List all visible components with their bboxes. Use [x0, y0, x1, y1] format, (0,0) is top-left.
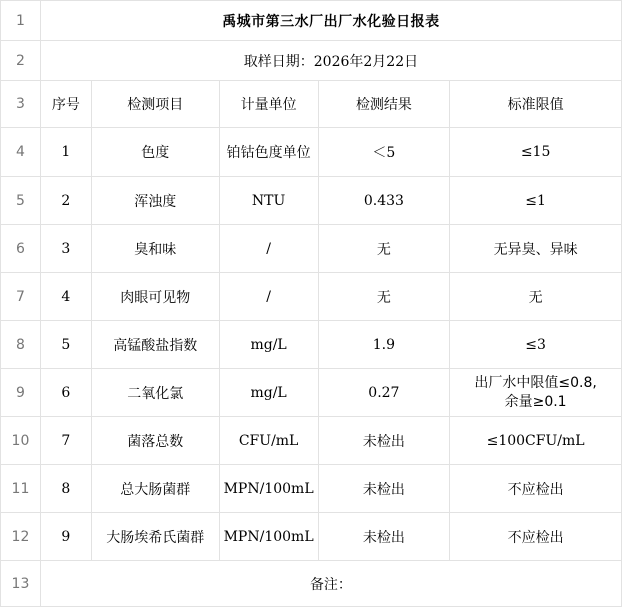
cell-result[interactable]: 无	[318, 225, 450, 273]
header-limit[interactable]: 标准限值	[450, 81, 622, 128]
limit-line-1: 出厂水中限值≤0.8,	[474, 374, 597, 391]
header-result[interactable]: 检测结果	[318, 81, 450, 128]
row-number[interactable]: 4	[1, 128, 41, 177]
header-item[interactable]: 检测项目	[91, 81, 219, 128]
cell-no[interactable]: 9	[40, 513, 91, 561]
cell-limit[interactable]: ≤15	[450, 128, 622, 177]
cell-limit[interactable]: 无	[450, 273, 622, 321]
cell-limit[interactable]: 无异臭、异味	[450, 225, 622, 273]
cell-unit[interactable]: /	[219, 273, 318, 321]
cell-no[interactable]: 5	[40, 321, 91, 369]
row-number[interactable]: 11	[1, 465, 41, 513]
cell-no[interactable]: 7	[40, 417, 91, 465]
cell-result[interactable]: 无	[318, 273, 450, 321]
cell-item[interactable]: 大肠埃希氏菌群	[91, 513, 219, 561]
cell-result[interactable]: 未检出	[318, 513, 450, 561]
cell-unit[interactable]: NTU	[219, 177, 318, 225]
cell-limit[interactable]: 不应检出	[450, 513, 622, 561]
header-unit[interactable]: 计量单位	[219, 81, 318, 128]
cell-unit[interactable]: MPN/100mL	[219, 513, 318, 561]
cell-item[interactable]: 浑浊度	[91, 177, 219, 225]
sample-date[interactable]: 取样日期：2026年2月22日	[40, 41, 621, 81]
report-title[interactable]: 禹城市第三水厂出厂水化验日报表	[40, 1, 621, 41]
cell-no[interactable]: 6	[40, 369, 91, 417]
cell-unit[interactable]: 铂钴色度单位	[219, 128, 318, 177]
row-number[interactable]: 8	[1, 321, 41, 369]
cell-no[interactable]: 2	[40, 177, 91, 225]
cell-limit[interactable]: ≤3	[450, 321, 622, 369]
row-number[interactable]: 2	[1, 41, 41, 81]
cell-unit[interactable]: /	[219, 225, 318, 273]
cell-item[interactable]: 臭和味	[91, 225, 219, 273]
header-no[interactable]: 序号	[40, 81, 91, 128]
cell-limit[interactable]	[450, 369, 622, 417]
cell-no[interactable]: 1	[40, 128, 91, 177]
cell-result[interactable]: 1.9	[318, 321, 450, 369]
cell-result[interactable]: ＜5	[318, 128, 450, 177]
row-number[interactable]: 1	[1, 1, 41, 41]
cell-result[interactable]: 0.27	[318, 369, 450, 417]
cell-no[interactable]: 8	[40, 465, 91, 513]
row-number[interactable]: 7	[1, 273, 41, 321]
row-number[interactable]: 6	[1, 225, 41, 273]
cell-item[interactable]: 色度	[91, 128, 219, 177]
cell-unit[interactable]: MPN/100mL	[219, 465, 318, 513]
row-number[interactable]: 13	[1, 561, 41, 607]
cell-unit[interactable]: CFU/mL	[219, 417, 318, 465]
cell-result[interactable]: 0.433	[318, 177, 450, 225]
cell-limit[interactable]: 不应检出	[450, 465, 622, 513]
row-number[interactable]: 10	[1, 417, 41, 465]
remark-cell[interactable]: 备注：	[40, 561, 621, 607]
cell-limit[interactable]: ≤100CFU/mL	[450, 417, 622, 465]
cell-unit[interactable]: mg/L	[219, 369, 318, 417]
row-number[interactable]: 5	[1, 177, 41, 225]
limit-line-2: 余量≥0.1	[504, 393, 567, 410]
cell-limit[interactable]: ≤1	[450, 177, 622, 225]
row-number[interactable]: 9	[1, 369, 41, 417]
cell-item[interactable]: 肉眼可见物	[91, 273, 219, 321]
cell-no[interactable]: 4	[40, 273, 91, 321]
cell-result[interactable]: 未检出	[318, 417, 450, 465]
row-number[interactable]: 12	[1, 513, 41, 561]
cell-item[interactable]: 二氧化氯	[91, 369, 219, 417]
cell-item[interactable]: 菌落总数	[91, 417, 219, 465]
cell-item[interactable]: 高锰酸盐指数	[91, 321, 219, 369]
row-number[interactable]: 3	[1, 81, 41, 128]
cell-result[interactable]: 未检出	[318, 465, 450, 513]
cell-unit[interactable]: mg/L	[219, 321, 318, 369]
cell-no[interactable]: 3	[40, 225, 91, 273]
cell-item[interactable]: 总大肠菌群	[91, 465, 219, 513]
